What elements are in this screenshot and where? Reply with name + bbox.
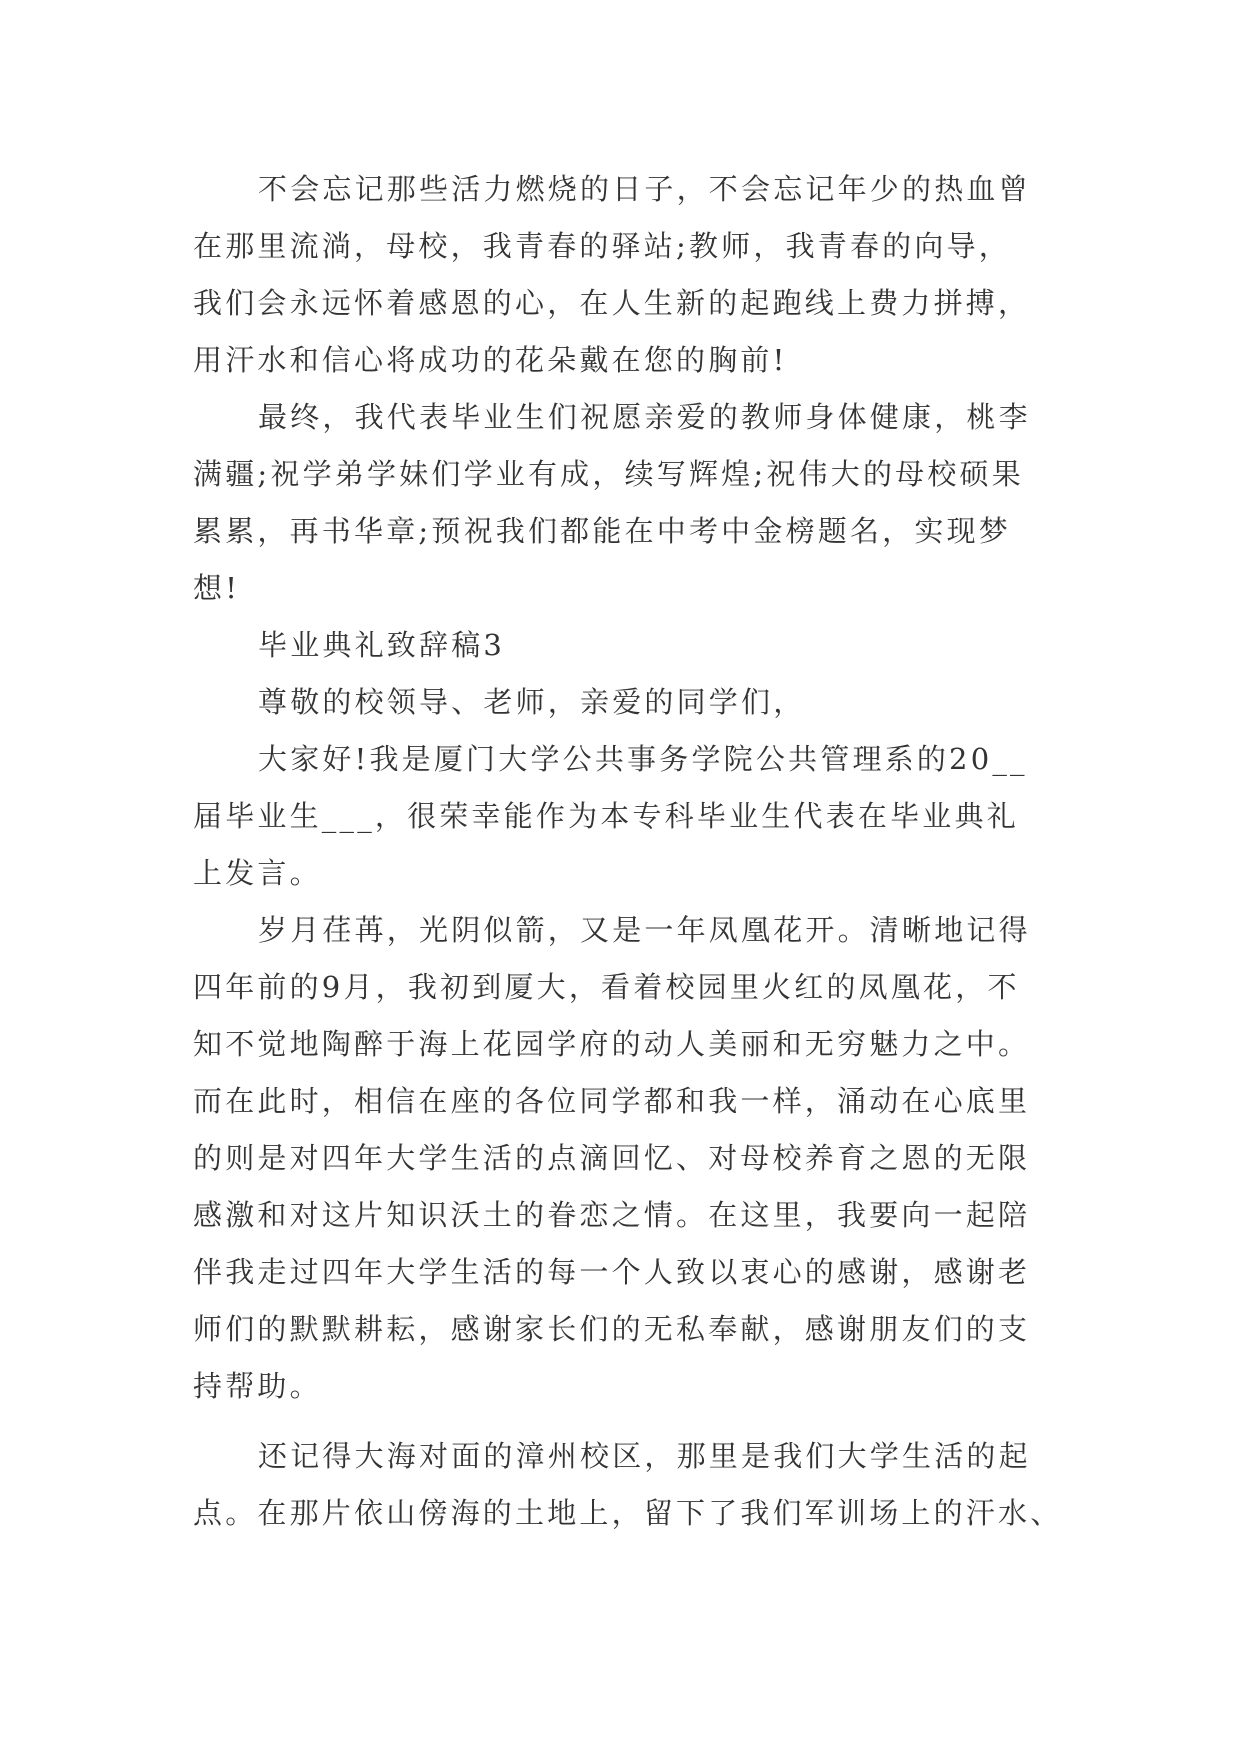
text-line: 的则是对四年大学生活的点滴回忆、对母校养育之恩的无限 (193, 1141, 1031, 1175)
text-line: 师们的默默耕耘，感谢家长们的无私奉献，感谢朋友们的支 (193, 1312, 1031, 1346)
text-line: 用汗水和信心将成功的花朵戴在您的胸前! (193, 343, 788, 377)
text-line: 还记得大海对面的漳州校区，那里是我们大学生活的起 (258, 1439, 1031, 1473)
text-line: 感激和对这片知识沃土的眷恋之情。在这里，我要向一起陪 (193, 1198, 1031, 1232)
text-line: 我们会永远怀着感恩的心，在人生新的起跑线上费力拼搏， (193, 286, 1031, 320)
text-line: 尊敬的校领导、老师，亲爱的同学们， (258, 685, 806, 719)
section-heading: 毕业典礼致辞稿3 (258, 628, 506, 662)
text-line: 不会忘记那些活力燃烧的日子，不会忘记年少的热血曾 (258, 172, 1031, 206)
text-line: 点。在那片依山傍海的土地上，留下了我们军训场上的汗水、 (193, 1496, 1063, 1530)
text-line: 大家好!我是厦门大学公共事务学院公共管理系的20__ (258, 742, 1028, 776)
text-line: 知不觉地陶醉于海上花园学府的动人美丽和无穷魅力之中。 (193, 1027, 1031, 1061)
text-line: 伴我走过四年大学生活的每一个人致以衷心的感谢，感谢老 (193, 1255, 1031, 1289)
text-line: 而在此时，相信在座的各位同学都和我一样，涌动在心底里 (193, 1084, 1031, 1118)
text-line: 四年前的9月，我初到厦大，看着校园里火红的凤凰花，不 (193, 970, 1020, 1004)
text-line: 持帮助。 (193, 1369, 322, 1403)
text-line: 最终，我代表毕业生们祝愿亲爱的教师身体健康，桃李 (258, 400, 1031, 434)
text-line: 在那里流淌，母校，我青春的驿站;教师，我青春的向导， (193, 229, 1011, 263)
text-line: 想! (193, 571, 241, 605)
text-line: 届毕业生___，很荣幸能作为本专科毕业生代表在毕业典礼 (193, 799, 1019, 833)
text-line: 累累，再书华章;预祝我们都能在中考中金榜题名，实现梦 (193, 514, 1011, 548)
text-line: 上发言。 (193, 856, 322, 890)
text-line: 满疆;祝学弟学妹们学业有成，续写辉煌;祝伟大的母校硕果 (193, 457, 1024, 491)
text-line: 岁月荏苒，光阴似箭，又是一年凤凰花开。清晰地记得 (258, 913, 1031, 947)
